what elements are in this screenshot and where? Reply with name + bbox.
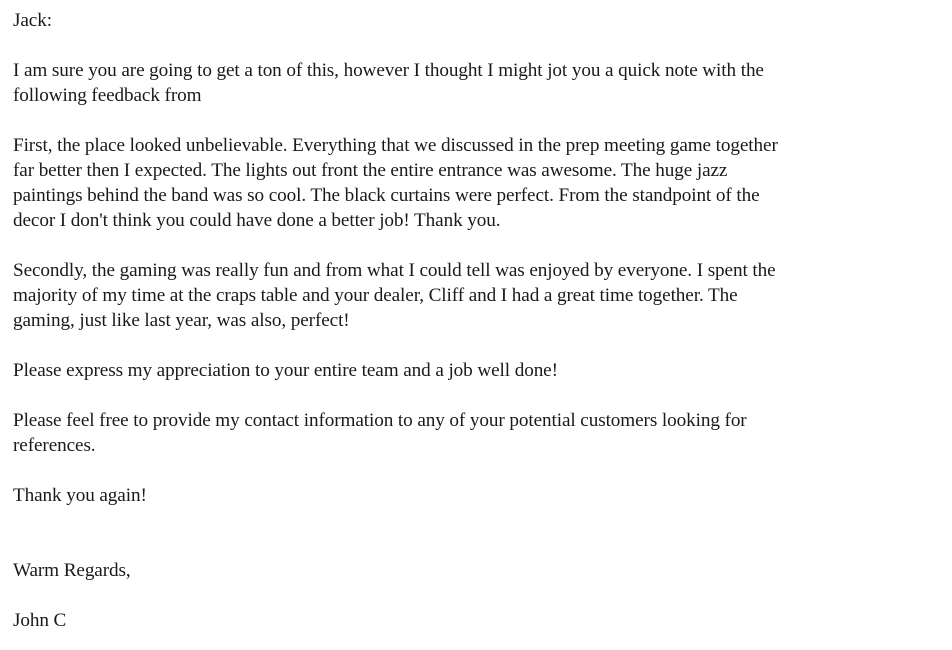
paragraph-line: references. xyxy=(13,435,96,456)
paragraph-line: far better then I expected. The lights out front the entire entrance was awesome. The huge jazz xyxy=(13,160,728,181)
paragraph-line: Thank you again! xyxy=(13,485,147,506)
paragraph-line: majority of my time at the craps table and your dealer, Cliff and I had a great time together. The xyxy=(13,285,738,306)
closing-text: Warm Regards, xyxy=(13,560,131,581)
spacer xyxy=(13,583,942,608)
salutation-text: Jack: xyxy=(13,10,52,31)
paragraph-line: following feedback from xyxy=(13,85,202,106)
spacer xyxy=(13,33,942,58)
paragraph-references xyxy=(13,408,942,458)
signature xyxy=(13,608,942,633)
paragraph-line: gaming, just like last year, was also, perfect! xyxy=(13,310,350,331)
spacer xyxy=(13,508,942,558)
paragraph-decor xyxy=(13,133,942,233)
closing xyxy=(13,558,942,583)
paragraph-line: decor I don't think you could have done a better job! Thank you. xyxy=(13,210,501,231)
paragraph-gaming xyxy=(13,258,942,333)
paragraph-line: paintings behind the band was so cool. The black curtains were perfect. From the standpoint of the xyxy=(13,185,760,206)
signature-text: John C xyxy=(13,610,67,631)
paragraph-intro xyxy=(13,58,942,108)
paragraph-line: Secondly, the gaming was really fun and from what I could tell was enjoyed by everyone. I spent the xyxy=(13,260,776,281)
spacer xyxy=(13,233,942,258)
paragraph-line: First, the place looked unbelievable. Everything that we discussed in the prep meeting game together xyxy=(13,135,778,156)
paragraph-line: I am sure you are going to get a ton of this, however I thought I might jot you a quick note with the xyxy=(13,60,764,81)
spacer xyxy=(13,458,942,483)
spacer xyxy=(13,333,942,358)
spacer xyxy=(13,383,942,408)
paragraph-thanks xyxy=(13,483,942,508)
paragraph-line: Please express my appreciation to your entire team and a job well done! xyxy=(13,360,558,381)
paragraph-line: Please feel free to provide my contact information to any of your potential customers looking for xyxy=(13,410,747,431)
salutation xyxy=(13,8,942,33)
spacer xyxy=(13,108,942,133)
paragraph-appreciation xyxy=(13,358,942,383)
